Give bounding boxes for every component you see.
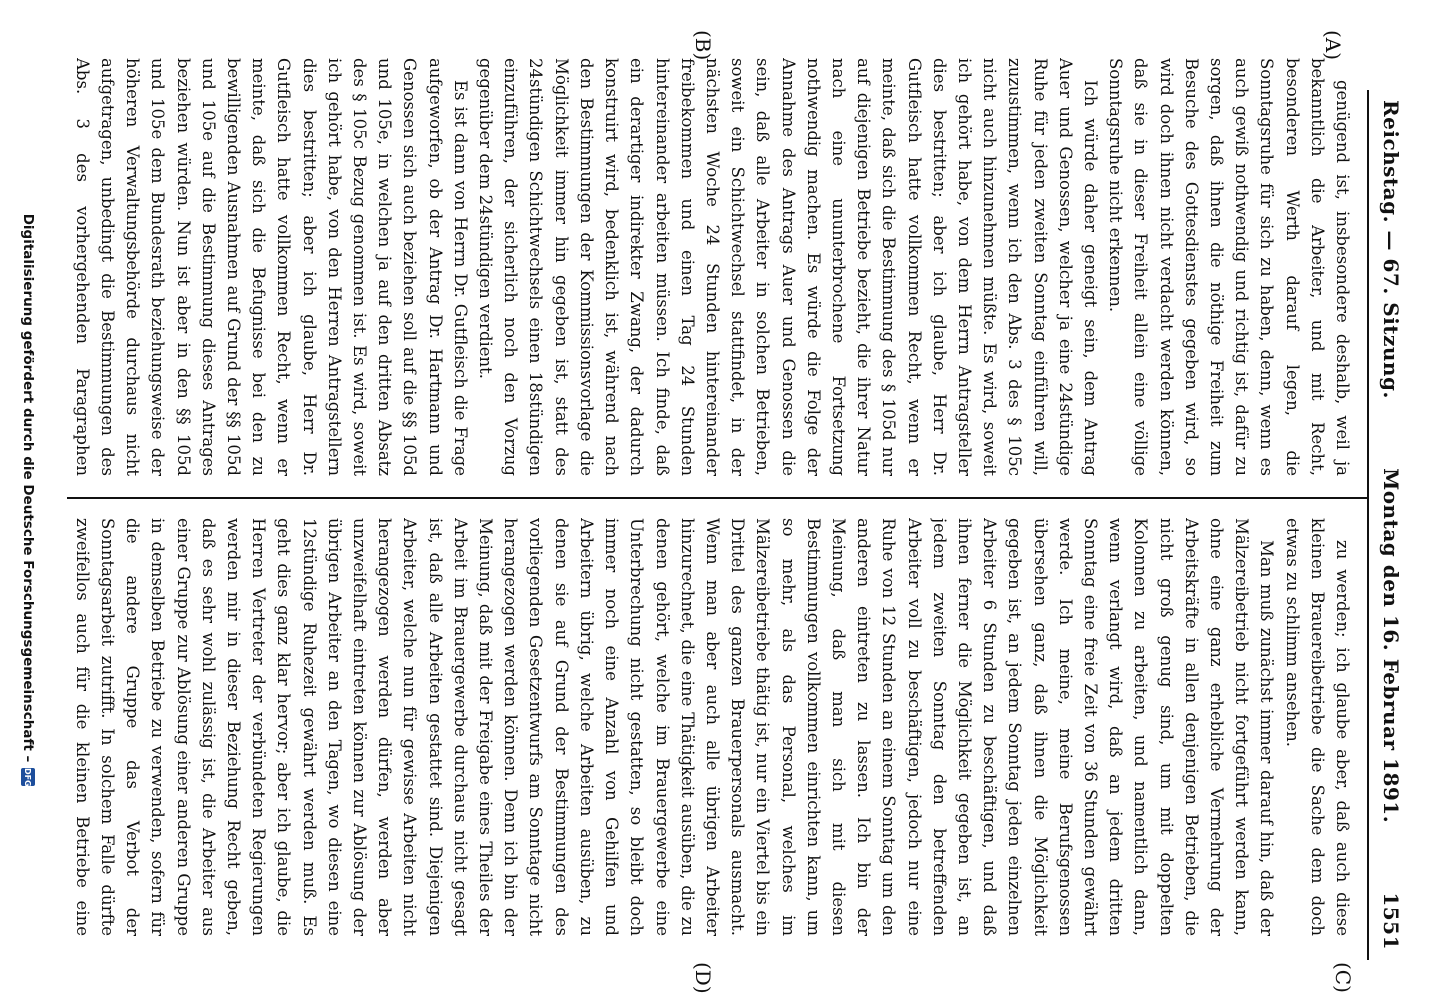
margin-mark-a: (A)	[1321, 30, 1345, 61]
page-number: 1551	[1379, 892, 1403, 950]
header-rule	[1367, 90, 1369, 960]
credit-text: Digitalisierung gefördert durch die Deutsche Forschungsgemeinschaft –	[20, 213, 36, 763]
paragraph: genügend ist, insbesondere deshalb, weil ja bekanntlich die Arbeiter, und mit Recht, besonderen Werth darauf legen, die Sonntagsruhe für sich zu haben, denn, wenn es auch gewiß nothwendig und richtig ist, dafür zu sorgen, daß ihnen die nöthige Freiheit zum Besuche des Gottesdienstes gegeben wird, so wird doch ihnen nicht verdacht werden können, daß sie in dieser Freiheit allein eine völlige Sonntagsruhe nicht erkennen.	[1106, 58, 1352, 476]
header-left: Reichstag. — 67. Sitzung.	[1379, 100, 1403, 399]
right-column	[65, 518, 1355, 936]
paragraph: Man muß zunächst immer darauf hin, daß der Mälzereibetrieb nicht fortgeführt werden kann, ohne eine ganz erhebliche Vermehrung der Arbeitskräfte in allen denjenigen Betrieben, die nicht groß genug sind, um mit doppelten Kolonnen zu arbeiten, und namentlich dann, wenn verlangt wird, daß an jedem dritten Sonntag eine freie Zeit von 36 Stunden gewährt werde. Ich meine, meine Berufsgenossen übersehen ganz, daß ihnen die Möglichkeit gegeben ist, an jedem Sonntag jeden einzelnen Arbeiter 6 Stunden zu beschäftigen, und daß ihnen ferner die Möglichkeit gegeben ist, an jedem zweiten Sonntag den betreffenden Arbeiter voll zu beschäftigen, jedoch nur eine Ruhe von 12 Stunden an einem Sonntag um den anderen eintreten zu lassen. Ich bin der Meinung, daß man sich mit diesen Bestimmungen vollkommen einrichten kann, um so mehr, als das Personal, welches im Mälzereibetriebe thätig ist, nur ein Viertel bis ein Drittel des ganzen Brauerpersonals ausmacht. Wenn man aber auch alle übrigen Arbeiter hinzurechnet, die eine Thätigkeit ausüben, die zu denen gehört, welche im Brauergewerbe eine Unterbrechung nicht gestatten, so bleibt doch immer noch eine Anzahl von Gehilfen und Arbeitern übrig, welche Arbeiten ausüben, zu denen sie auf Grund der Bestimmungen des vorliegenden Gesetzentwurfs am Sonntage nicht herangezogen werden können. Denn ich bin der Meinung, daß mit der Freigabe eines Theiles der Arbeit im Brauergewerbe durchaus nicht gesagt ist, daß alle Arbeiten gestattet sind. Diejenigen Arbeiter, welche nun für gewisse Arbeiten nicht herangezogen werden dürfen, werden aber unzweifelhaft eintreten können zur Ablösung der übrigen Arbeiter an den Tagen, wo diesen eine 12stündige Ruhezeit gewährt werden muß. Es geht dies ganz klar hervor; aber ich glaube, die Herren Vertreter der verbündeten Regierungen werden mir in dieser Beziehung Recht geben, daß es sehr wohl zulässig ist, die Arbeiter aus einer Gruppe zur Ablösung einer anderen Gruppe in demselben Betriebe zu verwenden, sofern für die andere Gruppe das Verbot der Sonntagsarbeit zutrifft. In solchem Falle dürfte zweifellos auch für die kleinen Betriebe eine	[72, 518, 1277, 936]
paragraph: Ich würde daher geneigt sein, dem Antrag Auer und Genossen, welcher ja eine 24stündige Ruhe für jeden zweiten Sonntag einführen will, zuzustimmen, wenn ich den Abs. 3 des § 105c nicht auch hinzunehmen müßte. Es wird, soweit ich gehört habe, von dem Herrn Antragsteller dies bestritten; aber ich glaube, Herr Dr. Gutfleisch hatte vollkommen Recht, wenn er meinte, daß sich die Bestimmung des § 105d nur auf diejenigen Betriebe bezieht, die ihrer Natur nach eine ununterbrochene Fortsetzung nothwendig machen. Es würde die Folge der Annahme des Antrags Auer und Genossen die sein, daß alle Arbeiter in solchen Betrieben, soweit ein Schichtwechsel stattfindet, in der nächsten Woche 24 Stunden hintereinander freibekommen und einen Tag 24 Stunden hintereinander arbeiten müssen. Ich finde, daß ein derartiger indirekter Zwang, der dadurch konstruirt wird, bedenklich ist, während nach den Bestimmungen der Kommissionsvorlage die Möglichkeit immer hin gegeben ist, statt des 24stündigen Schichtwechsels einen 18stündigen einzuführen, der sicherlich noch den Vorzug gegenüber dem 24stündigen verdient.	[476, 58, 1100, 476]
digitization-credit	[13, 0, 43, 1000]
column-divider	[67, 497, 1367, 499]
page-header	[1371, 100, 1411, 950]
dfg-logo: DFG	[21, 768, 35, 786]
left-column	[65, 58, 1355, 476]
paragraph: Es ist dann von Herrn Dr. Gutfleisch die Frage aufgeworfen, ob der Antrag Dr. Hartmann und Genossen sich auch beziehen soll auf die §§ 105d und 105e, in welchen ja auf den dritten Absatz des § 105c Bezug genommen ist. Es wird, soweit ich gehört habe, von den Herren Antragstellern dies bestritten; aber ich glaube, Herr Dr. Gutfleisch hatte vollkommen Recht, wenn er meinte, daß sich die Befugnisse bei den zu bewilligenden Ausnahmen auf Grund der §§ 105d und 105e auf die Bestimmung dieses Antrages beziehen würden. Nun ist aber in den §§ 105d und 105e dem Bundesrath beziehungsweise der höheren Verwaltungsbehörde durchaus nicht aufgetragen, unbedingt die Bestimmungen des Abs. 3 des vorhergehenden Paragraphen	[72, 58, 470, 476]
header-date: Montag den 16. Februar 1891.	[1379, 468, 1403, 824]
margin-mark-d: (D)	[691, 962, 715, 994]
margin-mark-b: (B)	[691, 30, 715, 61]
margin-mark-c: (C)	[1331, 962, 1355, 993]
paragraph: zu werden; ich glaube aber, daß auch diese kleinen Brauereibetriebe die Sache dem doch etwas zu schlimm ansehen.	[1282, 518, 1352, 936]
